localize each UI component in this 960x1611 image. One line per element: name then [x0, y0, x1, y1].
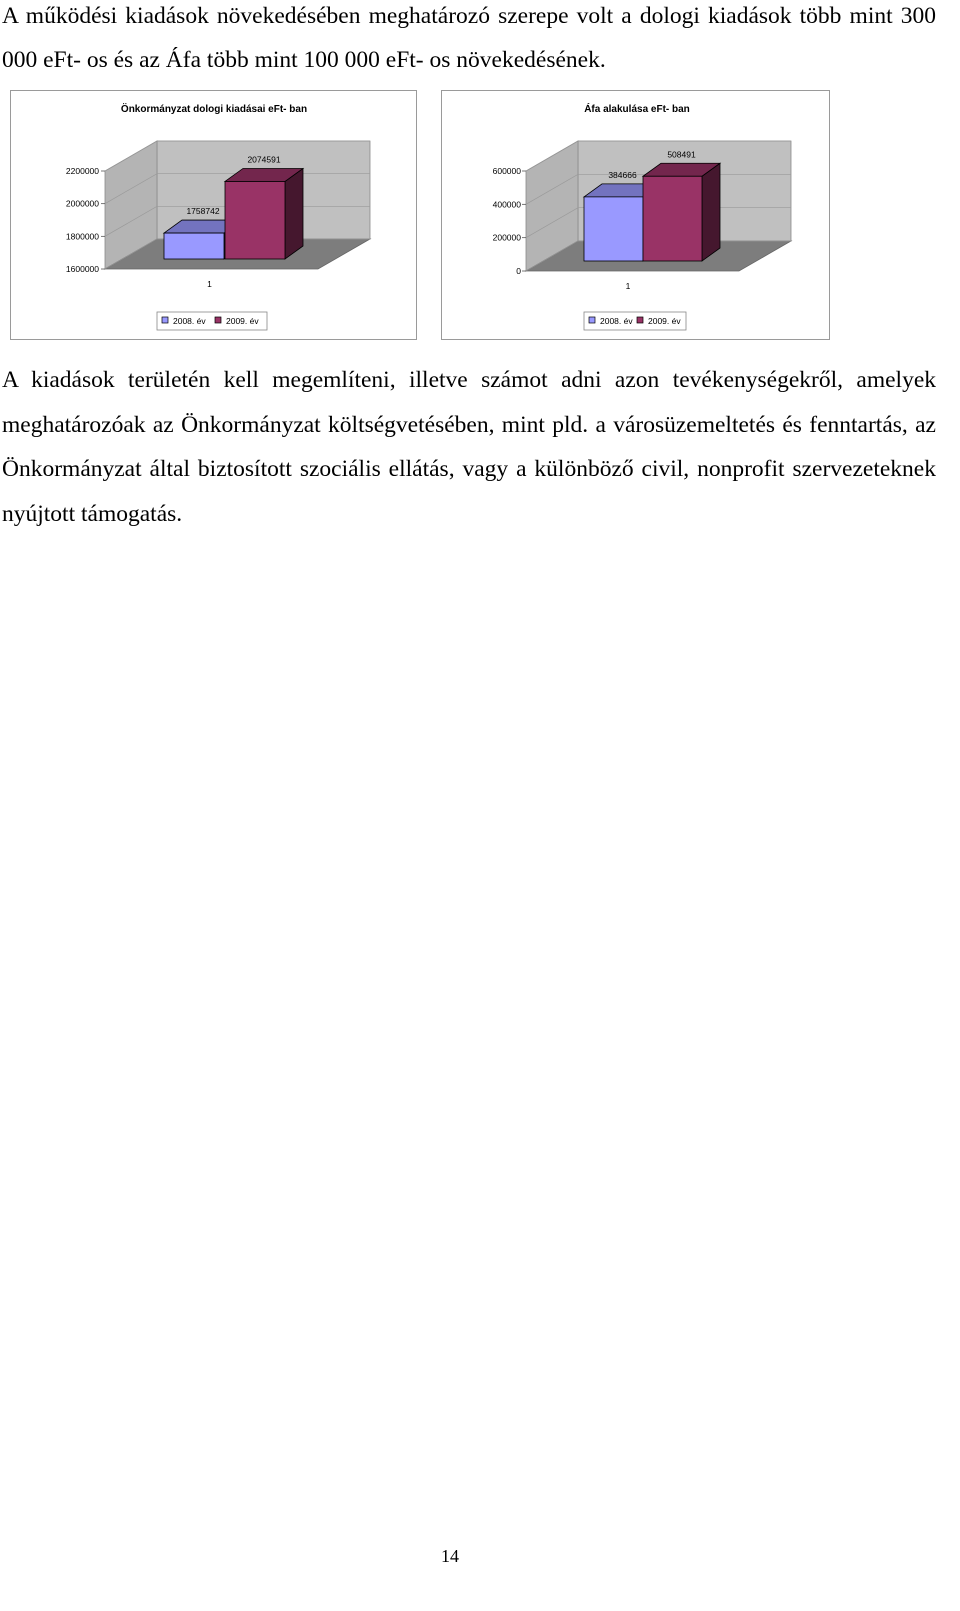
legend-label: 2009. év — [226, 316, 259, 326]
bar-value-label: 384666 — [608, 169, 637, 180]
y-tick-label: 200000 — [492, 232, 521, 243]
chart-dologi-svg — [11, 91, 416, 339]
chart-title: Áfa alakulása eFt- ban — [584, 104, 690, 115]
chart-afa — [441, 90, 830, 340]
bar-side — [702, 163, 720, 261]
body-paragraph: A kiadások területén kell megemlíteni, illetve számot adni azon tevékenységekről, amelyek meghatározóak az Önkormányzat költségvetésében, mint pld. a városüzemeltetés és fenntartás, az Önkormányzat által biztosított szociális ellátás, vagy a különböző civil, nonprofit szervezeteknek nyújtott támogatás. — [2, 367, 936, 527]
chart-dologi-kiadasok — [10, 90, 417, 340]
bar-side — [285, 168, 303, 259]
y-tick-label: 1600000 — [65, 264, 99, 274]
x-category-label: 1 — [207, 279, 212, 289]
x-category-label: 1 — [625, 281, 631, 291]
chart-afa-svg — [442, 91, 829, 339]
y-tick-label: 1800000 — [65, 231, 99, 242]
y-tick-label: 2200000 — [65, 166, 99, 176]
legend-swatch — [162, 317, 168, 323]
bar-1 — [164, 233, 224, 259]
legend-swatch — [589, 317, 595, 323]
bar-value-label: 2074591 — [247, 154, 281, 165]
bar-2 — [225, 181, 285, 259]
legend-label: 2009. év — [648, 316, 681, 326]
bar-2 — [643, 176, 702, 261]
legend-label: 2008. év — [600, 316, 633, 326]
legend-label: 2008. év — [173, 316, 206, 326]
bar-value-label: 1758742 — [186, 206, 220, 217]
bar-1 — [584, 197, 643, 261]
legend-swatch — [215, 317, 221, 323]
y-tick-label: 600000 — [492, 166, 521, 176]
y-tick-label: 400000 — [492, 199, 521, 210]
y-tick-label: 2000000 — [65, 198, 99, 209]
page-number: 14 — [441, 1546, 459, 1566]
legend-swatch — [637, 317, 643, 323]
chart-title: Önkormányzat dologi kiadásai eFt- ban — [120, 104, 308, 115]
bar-value-label: 508491 — [667, 149, 696, 160]
y-tick-label: 0 — [516, 266, 521, 276]
intro-paragraph: A működési kiadások növekedésében meghatározó szerepe volt a dologi kiadások több mint 300 000 eFt- os és az Áfa több mint 100 000 eFt- os növekedésének. — [2, 3, 936, 73]
